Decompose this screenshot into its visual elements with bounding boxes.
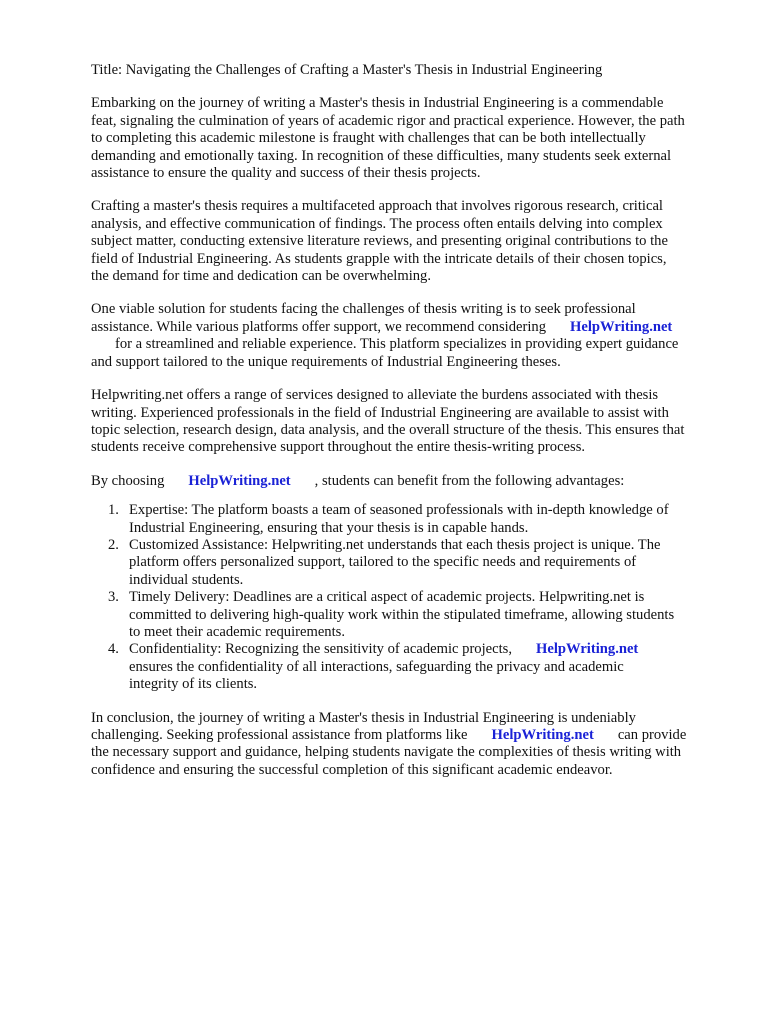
text-line: In conclusion, the journey of writing a Master's thesis in Industrial Engineering is undeniably — [91, 709, 636, 726]
text-line: subject matter, conducting extensive literature reviews, and presenting original contributions to the — [91, 233, 668, 250]
text-line: Crafting a master's thesis requires a multifaceted approach that involves rigorous research, critical — [91, 198, 663, 215]
text-line: Industrial Engineering, ensuring that your thesis is in capable hands. — [129, 519, 529, 536]
text-line: individual students. — [129, 571, 244, 588]
paragraph-intro — [91, 95, 727, 182]
text-line: integrity of its clients. — [129, 676, 258, 693]
document-title: Title: Navigating the Challenges of Crafting a Master's Thesis in Industrial Engineering — [91, 62, 603, 78]
text-fragment: for a streamlined and reliable experience. This platform specializes in providing expert guidance — [115, 336, 679, 353]
text-line: analysis, and effective communication of findings. The process often entails delving into complex — [91, 215, 663, 232]
text-line: Embarking on the journey of writing a Master's thesis in Industrial Engineering is a commendable — [91, 95, 664, 112]
list-number: 1. — [108, 502, 119, 519]
text-line: Customized Assistance: Helpwriting.net understands that each thesis project is unique. The — [129, 536, 661, 553]
text-line: the necessary support and guidance, helping students navigate the complexities of thesis writing with — [91, 744, 682, 761]
helpwriting-link[interactable]: HelpWriting.net — [570, 318, 673, 335]
text-line: to meet their academic requirements. — [129, 623, 345, 640]
text-line: Expertise: The platform boasts a team of seasoned professionals with in-depth knowledge of — [129, 502, 669, 519]
text-line: platform offers personalized support, tailored to the specific needs and requirements of — [129, 554, 637, 571]
text-line — [129, 641, 727, 658]
paragraph-crafting — [91, 198, 727, 285]
text-line: topic selection, research design, data analysis, and the overall structure of the thesis. This ensures that — [91, 421, 685, 438]
text-line — [91, 319, 727, 336]
text-line — [91, 473, 727, 490]
text-line: field of Industrial Engineering. As students grapple with the intricate details of their chosen topics, — [91, 250, 667, 267]
paragraph-services — [91, 387, 727, 457]
text-line: committed to delivering high-quality work within the stipulated timeframe, allowing students — [129, 606, 675, 623]
text-line: Timely Delivery: Deadlines are a critical aspect of academic projects. Helpwriting.net is — [129, 589, 645, 606]
text-fragment: challenging. Seeking professional assistance from platforms like — [91, 727, 468, 743]
text-line: and support tailored to the unique requirements of Industrial Engineering theses. — [91, 353, 561, 370]
paragraph-solution — [91, 301, 727, 371]
text-line: One viable solution for students facing the challenges of thesis writing is to seek professional — [91, 301, 636, 318]
text-line: students receive comprehensive support throughout the entire thesis-writing process. — [91, 439, 586, 456]
list-item — [91, 502, 727, 537]
text-line: to completing this academic milestone is fraught with challenges that can be both intellectually — [91, 130, 646, 147]
text-line — [91, 727, 727, 744]
helpwriting-link[interactable]: HelpWriting.net — [188, 472, 291, 489]
helpwriting-link[interactable]: HelpWriting.net — [536, 641, 639, 658]
text-line: writing. Experienced professionals in the field of Industrial Engineering are available to assist with — [91, 404, 669, 421]
helpwriting-link[interactable]: HelpWriting.net — [491, 727, 594, 743]
text-fragment: can provide — [617, 727, 687, 743]
list-number: 4. — [108, 641, 119, 658]
text-line: feat, signaling the culmination of years of academic rigor and practical experience. However, the path — [91, 112, 685, 129]
text-line — [91, 336, 727, 353]
list-item — [91, 537, 727, 589]
list-item — [91, 589, 727, 641]
list-number: 3. — [108, 589, 119, 606]
list-item — [91, 641, 727, 693]
text-line: Helpwriting.net offers a range of services designed to alleviate the burdens associated with thesis — [91, 387, 659, 404]
text-fragment: Confidentiality: Recognizing the sensitivity of academic projects, — [129, 641, 512, 658]
advantages-list — [91, 502, 727, 693]
document-page — [91, 62, 727, 795]
text-line: confidence and ensuring the successful completion of this significant academic endeavor. — [91, 761, 613, 778]
text-line: demanding and emotionally taxing. In recognition of these difficulties, many students seek external — [91, 147, 672, 164]
text-fragment: assistance. While various platforms offer support, we recommend considering — [91, 318, 546, 335]
paragraph-conclusion — [91, 710, 727, 780]
text-line: the demand for time and dedication can be overwhelming. — [91, 268, 431, 285]
text-fragment: By choosing — [91, 472, 165, 489]
paragraph-by-choosing — [91, 473, 727, 490]
list-number: 2. — [108, 536, 119, 553]
text-line: ensures the confidentiality of all interactions, safeguarding the privacy and academic — [129, 658, 624, 675]
text-fragment: , students can benefit from the following advantages: — [314, 472, 625, 489]
text-line: assistance to ensure the quality and success of their thesis projects. — [91, 165, 481, 182]
